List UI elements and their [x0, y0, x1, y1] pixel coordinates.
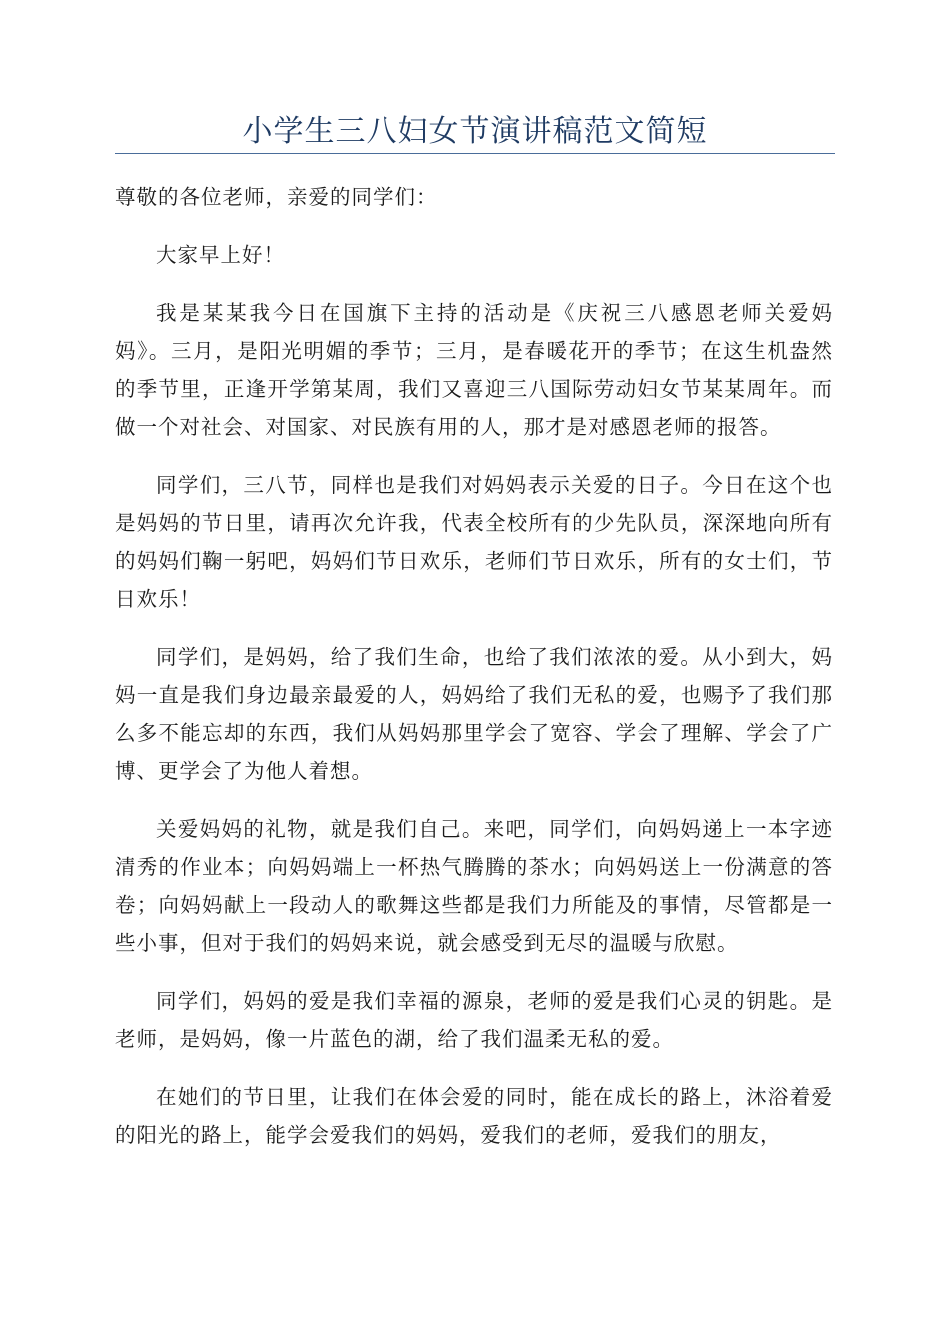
paragraph: 同学们，妈妈的爱是我们幸福的源泉，老师的爱是我们心灵的钥匙。是老师，是妈妈，像一片蓝色的湖，给了我们温柔无私的爱。: [115, 989, 833, 1051]
paragraph-greeting: 大家早上好！: [156, 243, 285, 267]
paragraph: 我是某某我今日在国旗下主持的活动是《庆祝三八感恩老师关爱妈妈》。三月，是阳光明媚的季节；三月，是春暖花开的季节；在这生机盎然的季节里，正逢开学第某周，我们又喜迎三八国际劳动妇女节某某周年。而做一个对社会、对国家、对民族有用的人，那才是对感恩老师的报答。: [115, 301, 833, 439]
paragraph: 同学们，三八节，同样也是我们对妈妈表示关爱的日子。今日在这个也是妈妈的节日里，请再次允许我，代表全校所有的少先队员，深深地向所有的妈妈们鞠一躬吧，妈妈们节日欢乐，老师们节日欢乐，所有的女士们，节日欢乐！: [115, 473, 833, 611]
paragraph: 在她们的节日里，让我们在体会爱的同时，能在成长的路上，沐浴着爱的阳光的路上，能学会爱我们的妈妈，爱我们的老师，爱我们的朋友，: [115, 1085, 833, 1147]
title-underline: [115, 153, 835, 154]
paragraph: 关爱妈妈的礼物，就是我们自己。来吧，同学们，向妈妈递上一本字迹清秀的作业本；向妈妈端上一杯热气腾腾的茶水；向妈妈送上一份满意的答卷；向妈妈献上一段动人的歌舞这些都是我们力所能及的事情，尽管都是一些小事，但对于我们的妈妈来说，就会感受到无尽的温暖与欣慰。: [115, 817, 833, 955]
paragraph: 同学们，是妈妈，给了我们生命，也给了我们浓浓的爱。从小到大，妈妈一直是我们身边最亲最爱的人，妈妈给了我们无私的爱，也赐予了我们那么多不能忘却的东西，我们从妈妈那里学会了宽容、学会了理解、学会了广博、更学会了为他人着想。: [115, 645, 833, 783]
document-body: [115, 178, 833, 1174]
salutation: 尊敬的各位老师，亲爱的同学们：: [115, 185, 438, 209]
document-title: 小学生三八妇女节演讲稿范文简短: [242, 114, 708, 149]
